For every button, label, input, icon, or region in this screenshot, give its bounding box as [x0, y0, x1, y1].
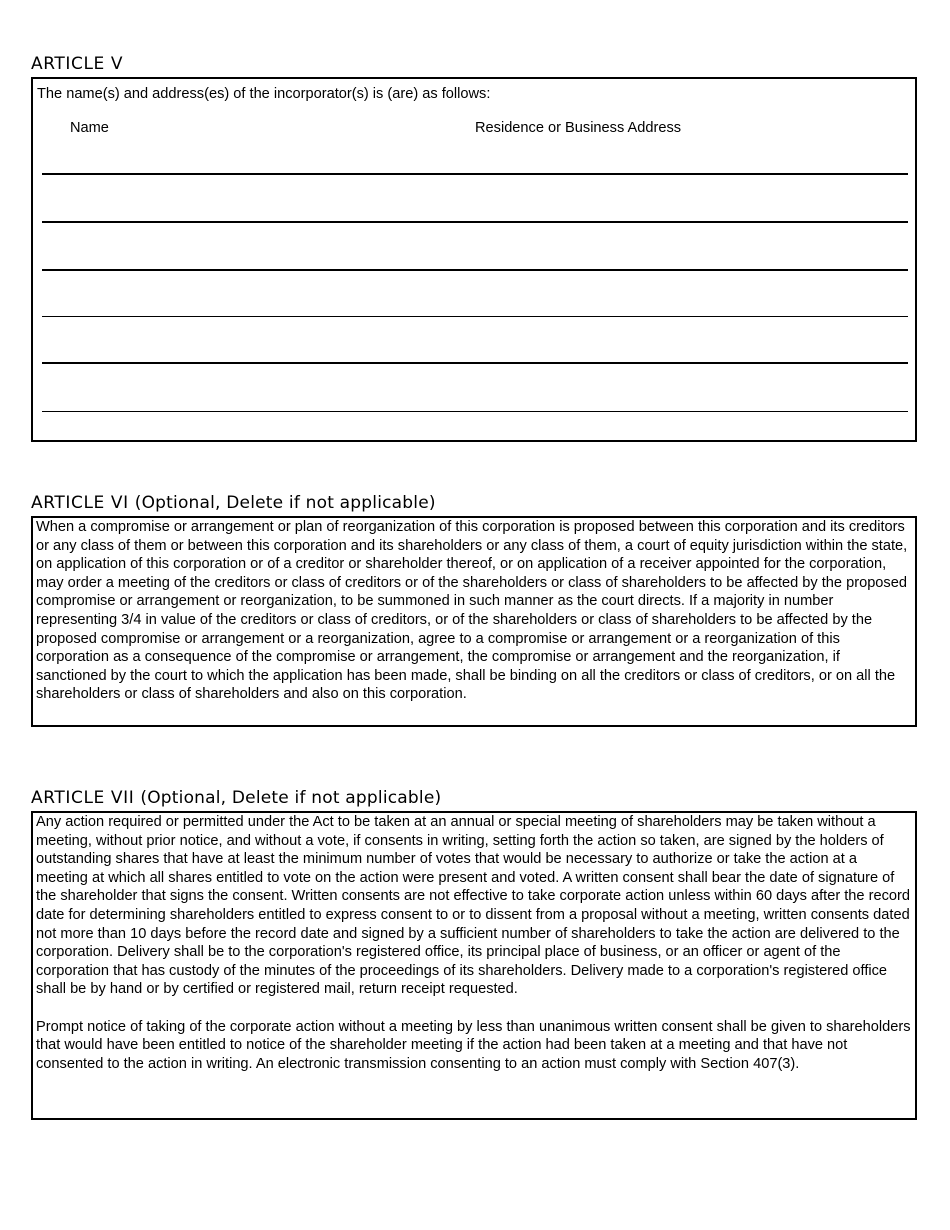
- incorporator-entry-line-6[interactable]: [42, 411, 908, 412]
- incorporator-entry-line-2[interactable]: [42, 221, 908, 223]
- article-5-heading: [31, 54, 123, 74]
- article-7-paragraph-1: Any action required or permitted under the Act to be taken at an annual or special meeting of shareholders may be taken without a meeting, without prior notice, and without a vote, if consents in writing, setting forth the action so taken, are signed by the holders of outstanding shares that have at least the minimum number of votes that would be necessary to authorize or take the action at a meeting at which all shares entitled to vote on the action were present and voted. A written consent shall bear the date of signature of the shareholder that signs the consent. Written consents are not effective to take corporate action unless within 60 days after the record date for determining shareholders entitled to express consent to or to dissent from a proposal without a meeting, written consents dated not more than 10 days before the record date and signed by a sufficient number of shareholders to take the action are delivered to the corporation. Delivery shall be to the corporation's registered office, its principal place of business, or an officer or agent of the corporation that has custody of the minutes of the proceedings of its shareholders. Delivery made to a corporation's registered office shall be by hand or by certified or registered mail, return receipt requested.: [36, 814, 910, 998]
- name-column-header: Name: [70, 120, 109, 136]
- article-6-text: When a compromise or arrangement or plan of reorganization of this corporation is proposed between this corporation and its creditors or any class of them or between this corporation and its shareholders or any class of them, a court of equity jurisdiction within the state, on application of this corporation or of a creditor or shareholder thereof, or on application of a receiver appointed for the corporation, may order a meeting of the creditors or class of creditors or of the shareholders or class of shareholders to be affected by the proposed compromise or arrangement or reorganization, to be summoned in such manner as the court directs. If a majority in number representing 3/4 in value of the creditors or class of creditors, or of the shareholders or class of shareholders to be affected by the proposed compromise or arrangement or a reorganization, agree to a compromise or arrangement or a reorganization of this corporation as a consequence of the compromise or arrangement, the compromise or arrangement and the reorganization, if sanctioned by the court to which the application has been made, shall be binding on all the creditors or class of creditors, or on all the shareholders or class of shareholders and also on this corporation.: [36, 519, 908, 703]
- article-6-title: ARTICLE VI: [31, 493, 129, 513]
- article-5-title: ARTICLE V: [31, 54, 124, 74]
- incorporator-entry-line-3[interactable]: [42, 269, 908, 271]
- incorporators-intro: The name(s) and address(es) of the incorporator(s) is (are) as follows:: [37, 86, 491, 102]
- article-7-paragraph-2: Prompt notice of taking of the corporate action without a meeting by less than unanimous written consent shall be given to shareholders that would have been entitled to notice of the shareholder meeting if the action had been taken at a meeting and that have not consented to the action in writing. An electronic transmission consenting to an action must comply with Section 407(3).: [36, 1018, 911, 1072]
- article-6-box: [31, 516, 917, 727]
- article-7-optional-note: (Optional, Delete if not applicable): [140, 788, 442, 808]
- article-7-title: ARTICLE VII: [31, 788, 135, 808]
- incorporator-entry-line-1[interactable]: [42, 173, 908, 175]
- article-7-body: [36, 813, 912, 1073]
- incorporator-entry-line-4[interactable]: [42, 316, 908, 317]
- article-7-box: [31, 811, 917, 1120]
- address-column-header: Residence or Business Address: [475, 120, 682, 136]
- article-6-heading: [31, 493, 436, 513]
- incorporator-entry-line-5[interactable]: [42, 362, 908, 364]
- article-7-heading: [31, 788, 441, 808]
- incorporators-box: [31, 77, 917, 442]
- article-6-optional-note: (Optional, Delete if not applicable): [134, 493, 436, 513]
